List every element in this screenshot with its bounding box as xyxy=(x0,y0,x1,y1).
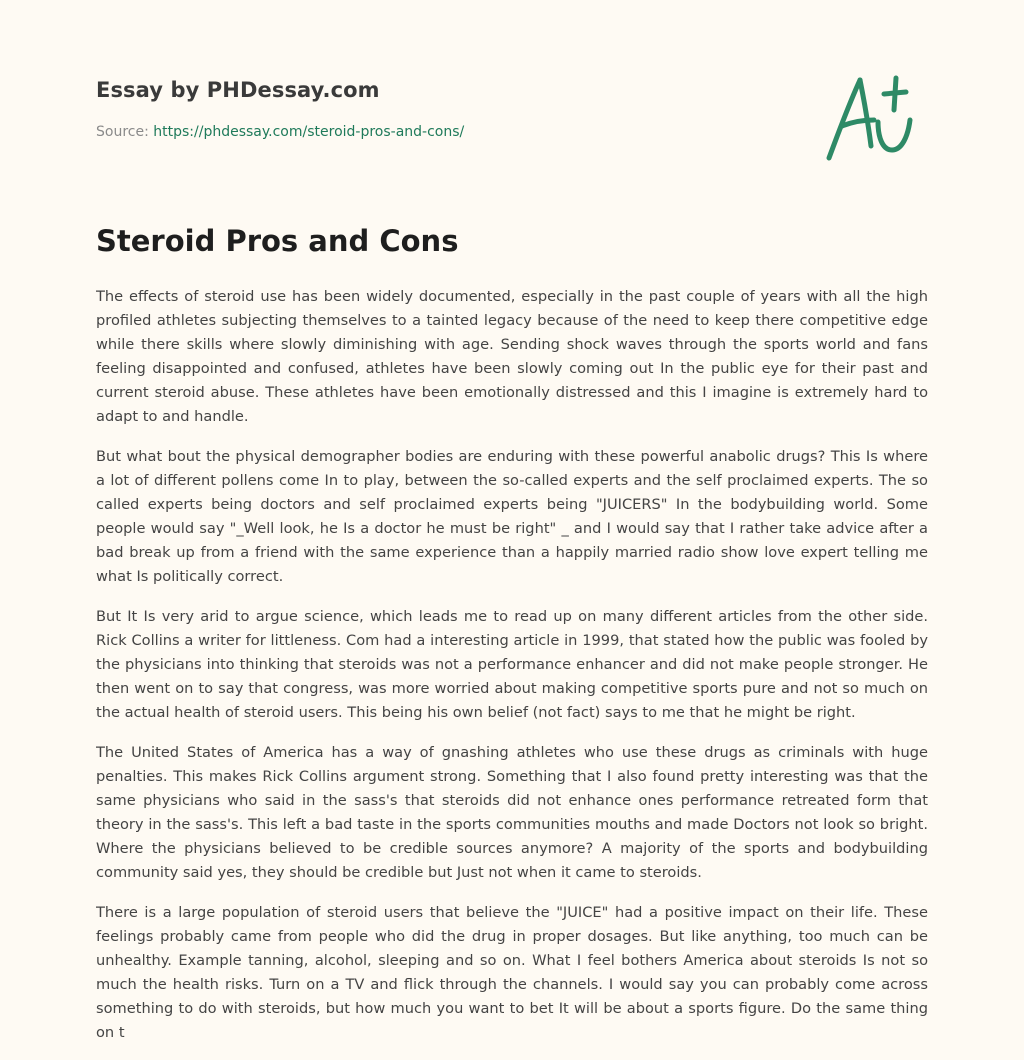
a-plus-logo-icon xyxy=(824,70,928,166)
source-line xyxy=(96,124,464,140)
essay-paragraph-3: But It Is very arid to argue science, which leads me to read up on many different articles from the other side. Rick Collins a writer for littleness. Com had a interesting article in 1999, that stated how the public was fooled by the physicians into thinking that steroids was not a performance enhancer and did not make people stronger. He then went on to say that congress, was more worried about making competitive sports pure and not so much on the actual health of steroid users. This being his own belief (not fact) says to me that he might be right. xyxy=(96,608,928,721)
essay-paragraph-2: But what bout the physical demographer bodies are enduring with these powerful anabolic drugs? This Is where a lot of different pollens come In to play, between the so-called experts and the self proclaimed experts. The so called experts being doctors and self proclaimed experts being "JUICERS" In the bodybuilding world. Some people would say "_Well look, he Is a doctor he must be right" _ and I would say that I rather take advice after a bad break up from a friend with the same experience than a happily married radio show love expert telling me what Is politically correct. xyxy=(96,448,928,585)
source-link[interactable]: https://phdessay.com/steroid-pros-and-cons/ xyxy=(153,124,465,140)
essay-paragraph-5: There is a large population of steroid users that believe the "JUICE" had a positive impact on their life. These feelings probably came from people who did the drug in proper dosages. But like anything, too much can be unhealthy. Example tanning, alcohol, sleeping and so on. What I feel bothers America about steroids Is not so much the health risks. Turn on a TV and flick through the channels. I would say you can probably come across something to do with steroids, but how much you want to bet It will be about a sports figure. Do the same thing on t xyxy=(96,904,928,1041)
essay-paragraph-1: The effects of steroid use has been widely documented, especially in the past couple of years with all the high profiled athletes subjecting themselves to a tainted legacy because of the need to keep there competitive edge while there skills where slowly diminishing with age. Sending shock waves through the sports world and fans feeling disappointed and confused, athletes have been slowly coming out In the public eye for their past and current steroid abuse. These athletes have been emotionally distressed and this I imagine is extremely hard to adapt to and handle. xyxy=(96,288,928,425)
essay-title: Steroid Pros and Cons xyxy=(96,224,459,258)
source-label: Source: xyxy=(96,124,149,140)
site-title: Essay by PHDessay.com xyxy=(96,78,380,102)
essay-page xyxy=(96,0,928,1060)
essay-body xyxy=(96,285,928,1060)
essay-paragraph-4: The United States of America has a way of gnashing athletes who use these drugs as criminals with huge penalties. This makes Rick Collins argument strong. Something that I also found pretty interesting was that the same physicians who said in the sass's that steroids did not enhance ones performance retreated form that theory in the sass's. This left a bad taste in the sports communities mouths and made Doctors not look so bright. Where the physicians believed to be credible sources anymore? A majority of the sports and bodybuilding community said yes, they should be credible but Just not when it came to steroids. xyxy=(96,744,928,881)
page-header xyxy=(96,72,928,182)
